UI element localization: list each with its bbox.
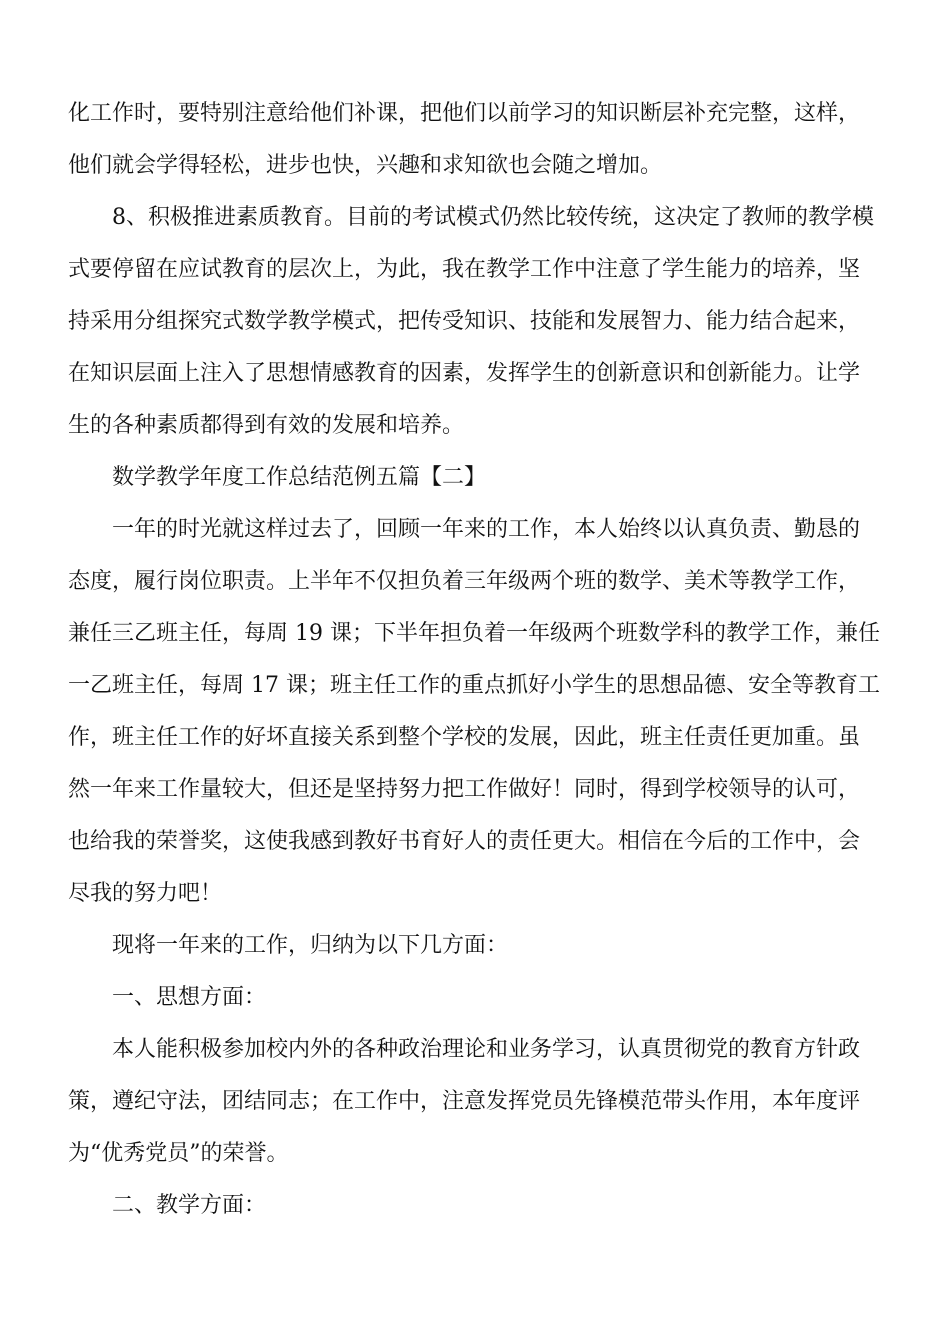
- text-line: 本人能积极参加校内外的各种政治理论和业务学习，认真贯彻党的教育方针政: [112, 1037, 861, 1062]
- text-line: 为“优秀党员”的荣誉。: [68, 1141, 289, 1166]
- section-heading: [68, 452, 884, 504]
- text-line: 也给我的荣誉奖，这使我感到教好书育好人的责任更大。相信在今后的工作中，会: [68, 829, 861, 854]
- text-line: 尽我的努力吧！: [68, 881, 223, 906]
- paragraph-year-review: [68, 504, 884, 920]
- subheading-teaching: [68, 1180, 884, 1232]
- text-line: 持采用分组探究式数学教学模式，把传受知识、技能和发展智力、能力结合起来，: [68, 309, 861, 334]
- paragraph-summary-intro: [68, 920, 884, 972]
- text-line: 态度，履行岗位职责。上半年不仅担负着三年级两个班的数学、美术等教学工作，: [68, 569, 861, 594]
- paragraph-ideology: [68, 1024, 884, 1180]
- text-line: 一乙班主任，每周 17 课；班主任工作的重点抓好小学生的思想品德、安全等教育工: [68, 673, 880, 698]
- document-page: [68, 88, 884, 1232]
- text-line: 8、积极推进素质教育。目前的考试模式仍然比较传统，这决定了教师的教学模: [112, 205, 874, 230]
- text-line: 生的各种素质都得到有效的发展和培养。: [68, 413, 465, 438]
- section-title: 数学教学年度工作总结范例五篇【二】: [112, 465, 487, 490]
- text-line: 现将一年来的工作，归纳为以下几方面：: [112, 933, 509, 958]
- text-line: 作，班主任工作的好坏直接关系到整个学校的发展，因此，班主任责任更加重。虽: [68, 725, 861, 750]
- text-line: 然一年来工作量较大，但还是坚持努力把工作做好！同时，得到学校领导的认可，: [68, 777, 861, 802]
- subheading-title: 一、思想方面：: [112, 985, 267, 1010]
- subheading-title: 二、教学方面：: [112, 1193, 267, 1218]
- text-line: 他们就会学得轻松，进步也快，兴趣和求知欲也会随之增加。: [68, 153, 663, 178]
- paragraph-remedial-lessons: [68, 88, 884, 192]
- text-line: 在知识层面上注入了思想情感教育的因素，发挥学生的创新意识和创新能力。让学: [68, 361, 861, 386]
- text-line: 一年的时光就这样过去了，回顾一年来的工作，本人始终以认真负责、勤恳的: [112, 517, 861, 542]
- text-line: 式要停留在应试教育的层次上，为此，我在教学工作中注意了学生能力的培养，坚: [68, 257, 861, 282]
- subheading-ideology: [68, 972, 884, 1024]
- text-line: 策，遵纪守法，团结同志；在工作中，注意发挥党员先锋模范带头作用，本年度评: [68, 1089, 861, 1114]
- text-line: 兼任三乙班主任，每周 19 课；下半年担负着一年级两个班数学科的教学工作，兼任: [68, 621, 880, 646]
- paragraph-quality-education: [68, 192, 884, 452]
- text-line: 化工作时，要特别注意给他们补课，把他们以前学习的知识断层补充完整，这样，: [68, 101, 861, 126]
